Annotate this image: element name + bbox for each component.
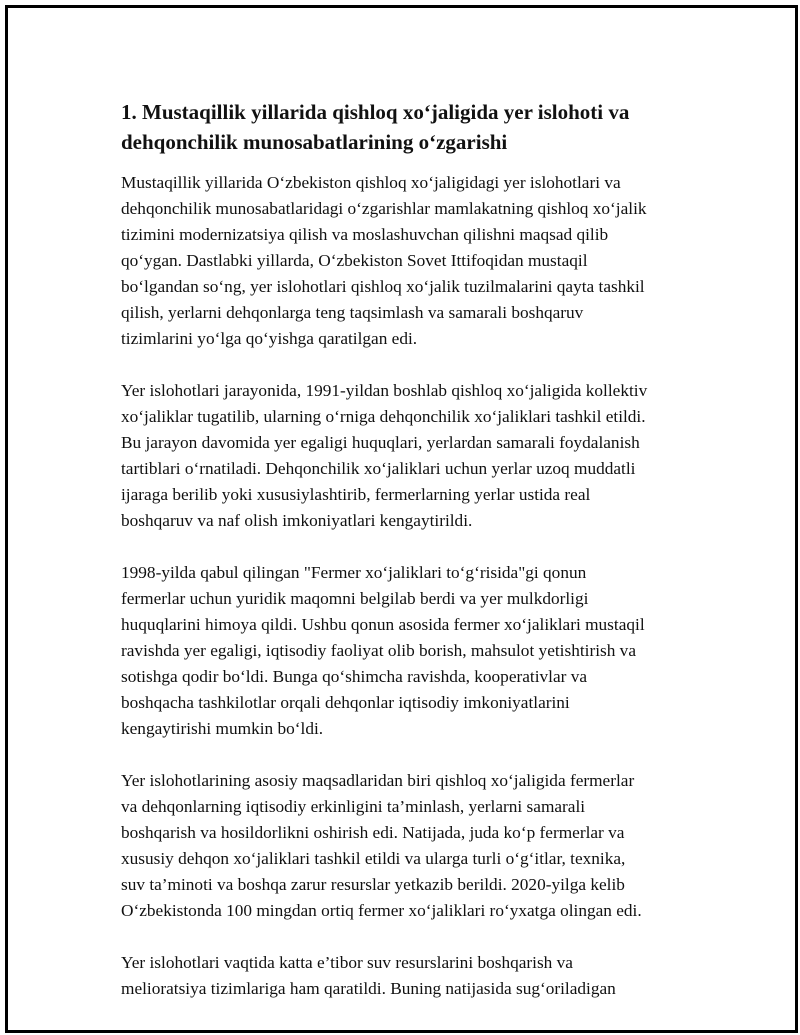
text-line: sotishga qodir bo‘ldi. Bunga qo‘shimcha ravishda, kooperativlar va — [121, 667, 588, 686]
text-line: Mustaqillik yillarida O‘zbekiston qishloq xo‘jaligidagi yer islohotlari va — [121, 173, 621, 192]
text-line: 1998-yilda qabul qilingan "Fermer xo‘jaliklari to‘g‘risida"gi qonun — [121, 563, 587, 582]
paragraph-1 — [121, 170, 711, 352]
title-line: dehqonchilik munosabatlarining o‘zgarishi — [121, 130, 508, 154]
title-line: 1. Mustaqillik yillarida qishloq xo‘jaligida yer islohoti va — [121, 100, 630, 124]
text-line: ravishda yer egaligi, iqtisodiy faoliyat olib borish, mahsulot yetishtirish va — [121, 641, 636, 660]
paragraph-2 — [121, 378, 711, 534]
paragraph-4 — [121, 768, 711, 924]
text-line: tizimlarini yo‘lga qo‘yishga qaratilgan edi. — [121, 329, 418, 348]
text-line: dehqonchilik munosabatlaridagi o‘zgarishlar mamlakatning qishloq xo‘jalik — [121, 199, 647, 218]
text-line: qilish, yerlarni dehqonlarga teng taqsimlash va samarali boshqaruv — [121, 303, 584, 322]
text-line: xususiy dehqon xo‘jaliklari tashkil etildi va ularga turli o‘g‘itlar, texnika, — [121, 849, 626, 868]
text-line: tizimini modernizatsiya qilish va moslashuvchan qilishni maqsad qilib — [121, 225, 609, 244]
text-line: O‘zbekistonda 100 mingdan ortiq fermer xo‘jaliklari ro‘yxatga olingan edi. — [121, 901, 642, 920]
text-line: melioratsiya tizimlariga ham qaratildi. Buning natijasida sug‘oriladigan — [121, 979, 616, 998]
text-line: boshqaruv va naf olish imkoniyatlari kengaytirildi. — [121, 511, 473, 530]
text-line: Yer islohotlari vaqtida katta e’tibor suv resurslarini boshqarish va — [121, 953, 573, 972]
text-line: ijaraga berilib yoki xususiylashtirib, fermerlarning yerlar ustida real — [121, 485, 591, 504]
text-line: boshqacha tashkilotlar orqali dehqonlar iqtisodiy imkoniyatlarini — [121, 693, 570, 712]
text-line: huquqlarini himoya qildi. Ushbu qonun asosida fermer xo‘jaliklari mustaqil — [121, 615, 645, 634]
text-line: boshqarish va hosildorlikni oshirish edi. Natijada, juda ko‘p fermerlar va — [121, 823, 625, 842]
document-body — [121, 97, 711, 1028]
section-title — [121, 97, 711, 157]
text-line: xo‘jaliklar tugatilib, ularning o‘rniga dehqonchilik xo‘jaliklari tashkil etildi. — [121, 407, 646, 426]
text-line: bo‘lgandan so‘ng, yer islohotlari qishloq xo‘jalik tuzilmalarini qayta tashkil — [121, 277, 645, 296]
text-line: Yer islohotlarining asosiy maqsadlaridan biri qishloq xo‘jaligida fermerlar — [121, 771, 635, 790]
paragraph-5 — [121, 950, 711, 1002]
text-line: suv ta’minoti va boshqa zarur resurslar yetkazib berildi. 2020-yilga kelib — [121, 875, 625, 894]
paragraph-3 — [121, 560, 711, 742]
text-line: tartiblari o‘rnatiladi. Dehqonchilik xo‘jaliklari uchun yerlar uzoq muddatli — [121, 459, 636, 478]
text-line: kengaytirishi mumkin bo‘ldi. — [121, 719, 324, 738]
text-line: fermerlar uchun yuridik maqomni belgilab berdi va yer mulkdorligi — [121, 589, 589, 608]
text-line: Yer islohotlari jarayonida, 1991-yildan boshlab qishloq xo‘jaligida kollektiv — [121, 381, 648, 400]
text-line: va dehqonlarning iqtisodiy erkinligini ta’minlash, yerlarni samarali — [121, 797, 586, 816]
text-line: Bu jarayon davomida yer egaligi huquqlari, yerlardan samarali foydalanish — [121, 433, 640, 452]
page-frame — [5, 5, 798, 1033]
text-line: qo‘ygan. Dastlabki yillarda, O‘zbekiston Sovet Ittifoqidan mustaqil — [121, 251, 588, 270]
